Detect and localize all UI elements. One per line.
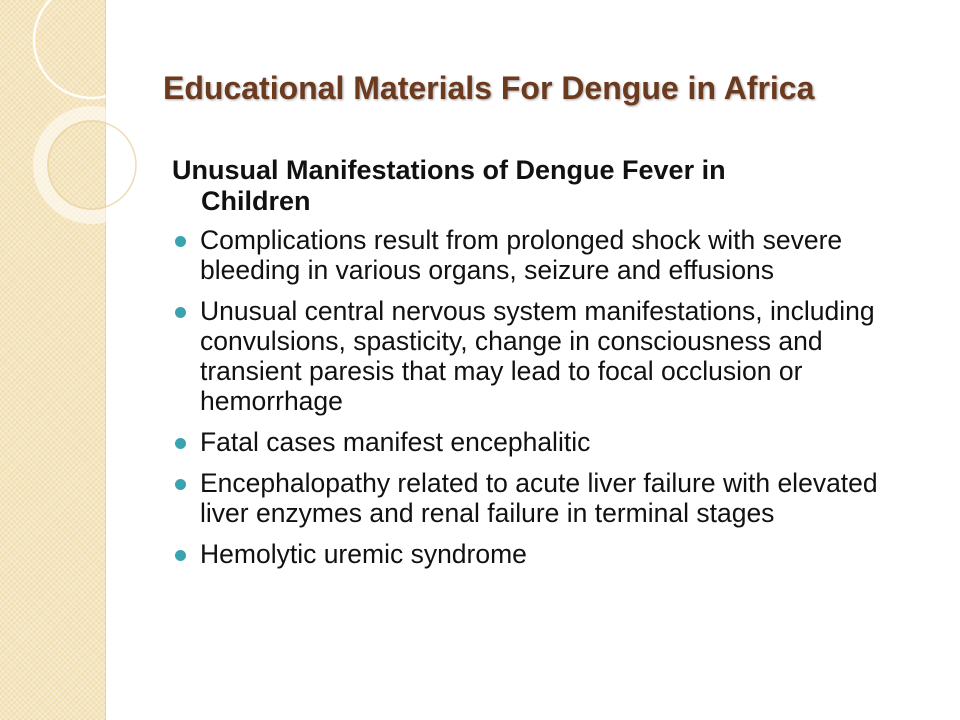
bullet-text: Hemolytic uremic syndrome [200,539,527,569]
slide-subheading [172,155,922,217]
bullet-dot-icon [175,236,186,247]
bullet-item [172,225,922,285]
bullet-list [172,225,922,569]
bullet-text: Unusual central nervous system manifestations, including convulsions, spasticity, change in consciousness and transient paresis that may lead to focal occlusion or hemorrhage [200,296,875,416]
subheading-line-2: Children [201,186,311,216]
bullet-dot-icon [175,550,186,561]
bullet-text: Encephalopathy related to acute liver failure with elevated liver enzymes and renal failure in terminal stages [200,468,878,528]
bullet-item [172,296,922,416]
bullet-item [172,427,922,457]
bullet-item [172,539,922,569]
bullet-dot-icon [175,307,186,318]
bullet-dot-icon [175,438,186,449]
slide-content [172,155,922,580]
decorative-circles [0,0,200,260]
bullet-dot-icon [175,479,186,490]
slide-title: Educational Materials For Dengue in Africa [163,70,815,106]
subheading-line-1: Unusual Manifestations of Dengue Fever in [172,155,726,185]
bullet-item [172,468,922,528]
bullet-text: Complications result from prolonged shock with severe bleeding in various organs, seizure and effusions [200,225,843,285]
bullet-text: Fatal cases manifest encephalitic [200,427,591,457]
